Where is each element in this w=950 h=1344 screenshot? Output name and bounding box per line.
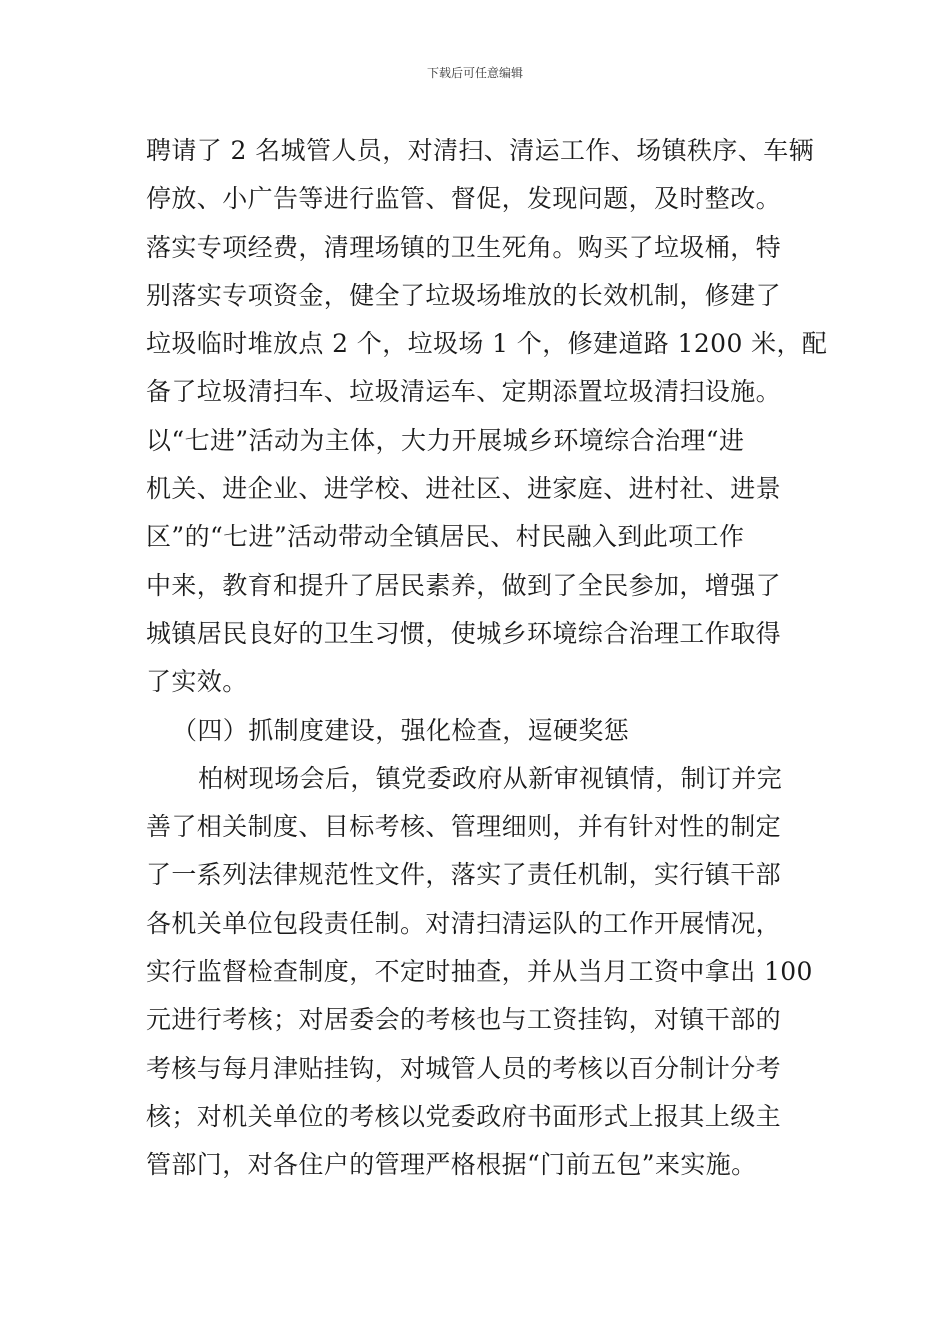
- section-heading: （四）抓制度建设，强化检查，逗硬奖惩: [172, 715, 630, 745]
- text-line: 机关、进企业、进学校、进社区、进家庭、进村社、进景: [146, 474, 782, 504]
- text-line: 落实专项经费，清理场镇的卫生死角。购买了垃圾桶，特: [146, 232, 782, 262]
- text-line: 了实效。: [146, 667, 248, 697]
- text-line: 元进行考核；对居委会的考核也与工资挂钩，对镇干部的: [146, 1005, 782, 1035]
- text-line: 垃圾临时堆放点 2 个，垃圾场 1 个，修建道路 1200 米，配: [146, 329, 828, 359]
- text-line: 考核与每月津贴挂钩，对城管人员的考核以百分制计分考: [146, 1053, 782, 1083]
- text-line: 别落实专项资金，健全了垃圾场堆放的长效机制，修建了: [146, 280, 782, 310]
- text-line: 城镇居民良好的卫生习惯，使城乡环境综合治理工作取得: [146, 618, 782, 648]
- text-line: 区”的“七进”活动带动全镇居民、村民融入到此项工作: [146, 522, 745, 552]
- page-header: 下载后可任意编辑: [426, 66, 523, 80]
- text-line: 实行监督检查制度，不定时抽查，并从当月工资中拿出 100: [146, 957, 813, 987]
- document-body: [146, 127, 828, 1190]
- text-line: 备了垃圾清扫车、垃圾清运车、定期添置垃圾清扫设施。: [146, 377, 782, 407]
- text-line: 了一系列法律规范性文件，落实了责任机制，实行镇干部: [146, 860, 782, 890]
- text-line: 停放、小广告等进行监管、督促，发现问题，及时整改。: [146, 184, 782, 214]
- text-line: 以“七进”活动为主体，大力开展城乡环境综合治理“进: [146, 425, 745, 455]
- text-line: 善了相关制度、目标考核、管理细则，并有针对性的制定: [146, 812, 782, 842]
- text-line: 管部门，对各住户的管理严格根据“门前五包”来实施。: [146, 1150, 757, 1180]
- paragraph-first-line: 柏树现场会后，镇党委政府从新审视镇情，制订并完: [198, 763, 783, 793]
- text-line: 聘请了 2 名城管人员，对清扫、清运工作、场镇秩序、车辆: [146, 136, 815, 165]
- text-line: 各机关单位包段责任制。对清扫清运队的工作开展情况，: [146, 908, 782, 938]
- text-line: 中来，教育和提升了居民素养，做到了全民参加，增强了: [146, 570, 782, 600]
- text-line: 核；对机关单位的考核以党委政府书面形式上报其上级主: [146, 1101, 782, 1131]
